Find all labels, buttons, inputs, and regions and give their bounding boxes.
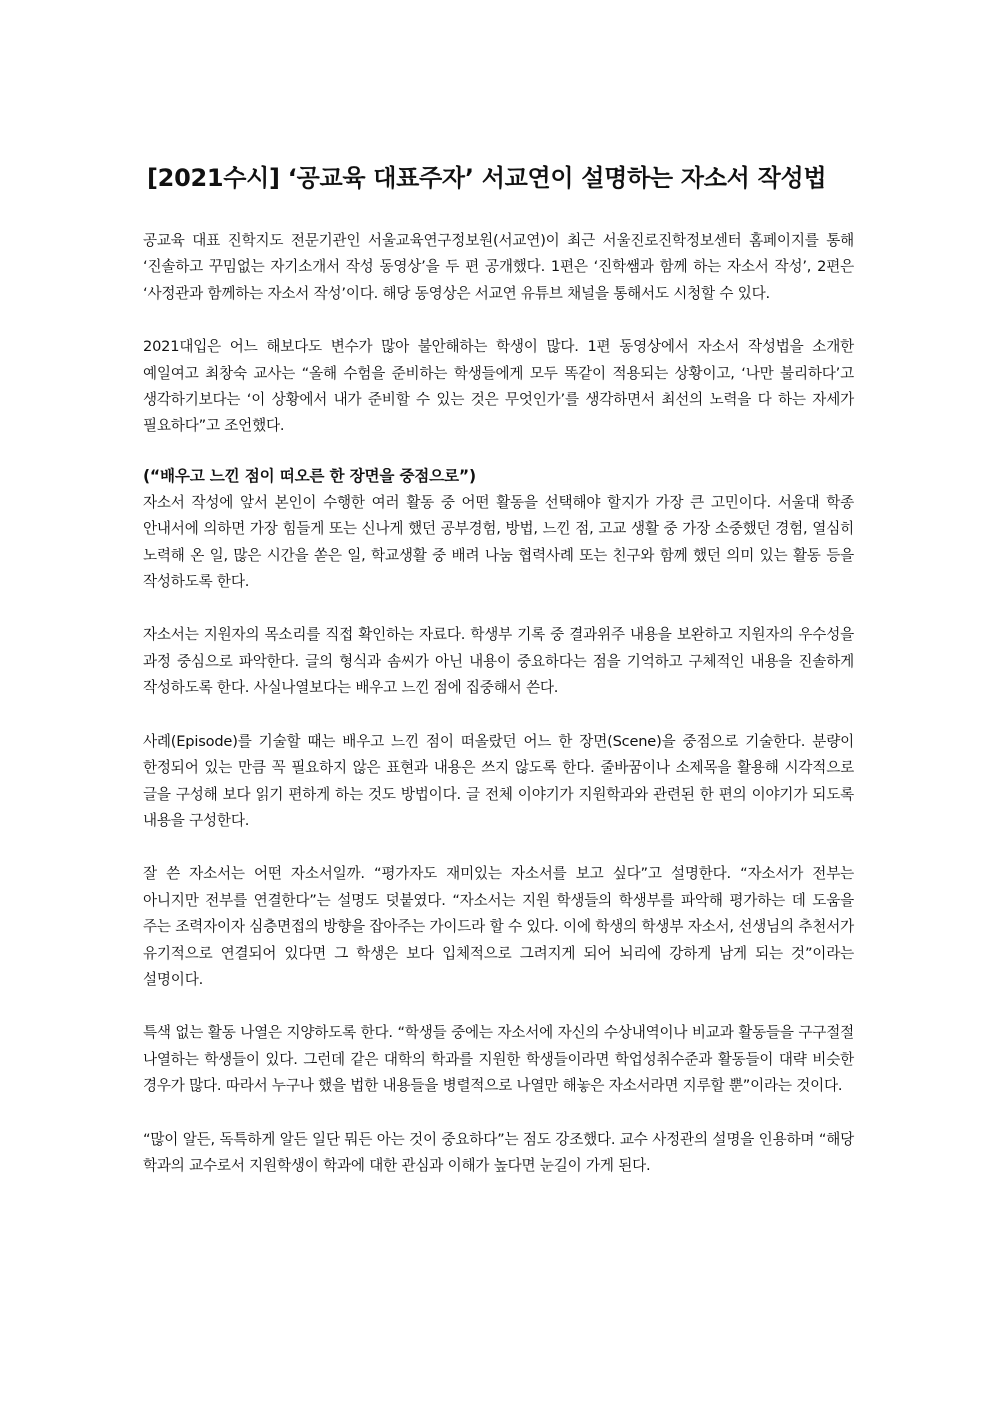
article-body xyxy=(143,228,854,1206)
paragraph-section-6: “많이 알든, 독특하게 알든 일단 뭐든 아는 것이 중요하다”는 점도 강조했다. 교수 사정관의 설명을 인용하며 “해당 학과의 교수로서 지원학생이 학과에 대한 관심과 이해가 높다면 눈길이 가게 된다. xyxy=(143,1130,854,1174)
paragraph-section-5: 특색 없는 활동 나열은 지양하도록 한다. “학생들 중에는 자소서에 자신의 수상내역이나 비교과 활동들을 구구절절 나열하는 학생들이 있다. 그런데 같은 대학의 학과를 지원한 학생들이라면 학업성취수준과 활동들이 대략 비슷한 경우가 많다. 따라서 누구나 했을 법한 내용들을 병렬적으로 나열만 해놓은 자소서라면 지루할 뿐”이라는 것이다. xyxy=(143,1024,854,1095)
paragraph-section-1: 자소서 작성에 앞서 본인이 수행한 여러 활동 중 어떤 활동을 선택해야 할지가 가장 큰 고민이다. 서울대 학종 안내서에 의하면 가장 힘들게 또는 신나게 했던 공부경험, 방법, 느낀 점, 고교 생활 중 가장 소중했던 경험, 열심히 노력해 온 일, 많은 시간을 쏟은 일, 학교생활 중 배려 나눔 협력사례 또는 친구와 함께 했던 의미 있는 활동 등을 작성하도록 한다. xyxy=(143,493,854,591)
paragraph-intro-1: 공교육 대표 진학지도 전문기관인 서울교육연구정보원(서교연)이 최근 서울진로진학정보센터 홈페이지를 통해 ‘진솔하고 꾸밈없는 자기소개서 작성 동영상’을 두 편 공개했다. 1편은 ‘진학쌤과 함께 하는 자소서 작성’, 2편은 ‘사정관과 함께하는 자소서 작성’이다. 해당 동영상은 서교연 유튜브 채널을 통해서도 시청할 수 있다. xyxy=(143,232,854,302)
paragraph-section-4: 잘 쓴 자소서는 어떤 자소서일까. “평가자도 재미있는 자소서를 보고 싶다”고 설명한다. “자소서가 전부는 아니지만 전부를 연결한다”는 설명도 덧붙였다. “자소서는 지원 학생들의 학생부를 파악해 평가하는 데 도움을 주는 조력자이자 심층면접의 방향을 잡아주는 가이드라 할 수 있다. 이에 학생의 학생부 자소서, 선생님의 추천서가 유기적으로 연결되어 있다면 그 학생은 보다 입체적으로 그려지게 되어 뇌리에 강하게 남게 되는 것”이라는 설명이다. xyxy=(143,865,854,988)
section-subheading: (“배우고 느낀 점이 떠오른 한 장면을 중점으로”) xyxy=(143,466,476,485)
paragraph-section-2: 자소서는 지원자의 목소리를 직접 확인하는 자료다. 학생부 기록 중 결과위주 내용을 보완하고 지원자의 우수성을 과정 중심으로 파악한다. 글의 형식과 솜씨가 아닌 내용이 중요하다는 점을 기억하고 구체적인 내용을 진솔하게 작성하도록 한다. 사실나열보다는 배우고 느낀 점에 집중해서 쓴다. xyxy=(143,626,854,697)
paragraph-section-3: 사례(Episode)를 기술할 때는 배우고 느낀 점이 떠올랐던 어느 한 장면(Scene)을 중점으로 기술한다. 분량이 한정되어 있는 만큼 꼭 필요하지 않은 표현과 내용은 쓰지 않도록 한다. 줄바꿈이나 소제목을 활용해 시각적으로 글을 구성해 보다 읽기 편하게 하는 것도 방법이다. 글 전체 이야기가 지원학과와 관련된 한 편의 이야기가 되도록 내용을 구성한다. xyxy=(143,732,854,829)
paragraph-intro-2: 2021대입은 어느 해보다도 변수가 많아 불안해하는 학생이 많다. 1편 동영상에서 자소서 작성법을 소개한 예일여고 최창숙 교사는 “올해 수험을 준비하는 학생들에게 모두 똑같이 적용되는 상황이고, ‘나만 불리하다’고 생각하기보다는 ‘이 상황에서 내가 준비할 수 있는 것은 무엇인가’를 생각하면서 최선의 노력을 다 하는 자세가 필요하다”고 조언했다. xyxy=(143,338,854,435)
article-title: [2021수시] ‘공교육 대표주자’ 서교연이 설명하는 자소서 작성법 xyxy=(147,164,827,192)
